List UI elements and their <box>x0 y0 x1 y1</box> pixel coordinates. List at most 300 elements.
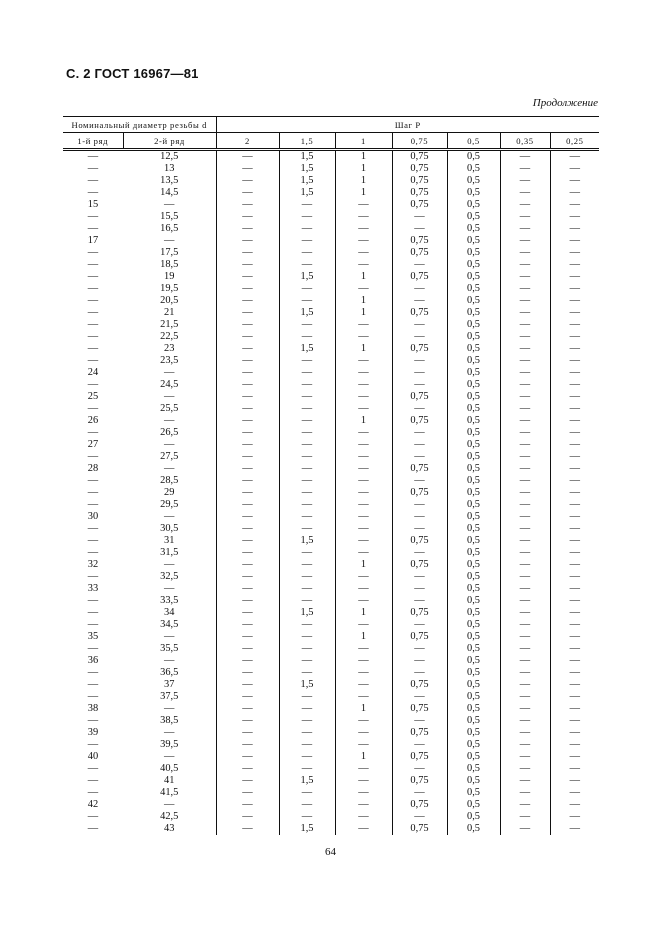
table-cell: — <box>392 355 447 367</box>
table-cell: — <box>216 451 279 463</box>
table-cell: — <box>550 223 599 235</box>
table-cell: — <box>335 247 392 259</box>
table-cell: — <box>550 619 599 631</box>
table-cell: 32 <box>87 559 99 570</box>
table-row <box>63 307 599 319</box>
table-cell: 28 <box>87 463 99 474</box>
table-cell: — <box>87 163 99 174</box>
table-cell: — <box>500 331 550 343</box>
table-cell: — <box>500 391 550 403</box>
table-cell: — <box>550 775 599 787</box>
table-cell: — <box>500 607 550 619</box>
table-cell: 24,5 <box>160 379 179 390</box>
table-cell: — <box>550 763 599 775</box>
table-cell: — <box>500 535 550 547</box>
table-row <box>63 619 599 631</box>
table-cell: — <box>500 487 550 499</box>
table-cell: 0,5 <box>447 643 500 655</box>
table-row <box>63 463 599 475</box>
table-cell: — <box>216 487 279 499</box>
table-cell: 17,5 <box>160 247 179 258</box>
table-cell: — <box>550 163 599 175</box>
table-cell: 1 <box>335 295 392 307</box>
table-cell: — <box>164 703 175 714</box>
table-cell: — <box>279 547 335 559</box>
table-cell: — <box>164 727 175 738</box>
column-header: 0,35 <box>500 133 550 150</box>
table-cell: 29 <box>164 487 175 498</box>
table-cell: — <box>216 379 279 391</box>
table-cell: — <box>500 523 550 535</box>
table-cell: — <box>279 295 335 307</box>
table-cell: — <box>87 547 99 558</box>
table-row <box>63 391 599 403</box>
table-cell: — <box>335 523 392 535</box>
table-cell: — <box>216 415 279 427</box>
table-cell: — <box>500 427 550 439</box>
table-cell: — <box>550 607 599 619</box>
table-row <box>63 247 599 259</box>
table-cell: — <box>87 283 99 294</box>
table-row <box>63 787 599 799</box>
table-cell: — <box>550 331 599 343</box>
table-cell: — <box>550 583 599 595</box>
table-cell: 0,5 <box>447 691 500 703</box>
table-cell: 0,5 <box>447 259 500 271</box>
table-cell: — <box>550 403 599 415</box>
table-row <box>63 595 599 607</box>
table-cell: 0,5 <box>447 571 500 583</box>
table-cell: 0,5 <box>447 619 500 631</box>
table-cell: — <box>216 475 279 487</box>
table-cell: — <box>550 319 599 331</box>
table-cell: 38 <box>87 703 99 714</box>
diameter-group-header: Номинальный диаметр резьбы d <box>63 117 216 133</box>
table-cell: — <box>216 223 279 235</box>
table-cell: — <box>335 463 392 475</box>
table-cell: — <box>87 679 99 690</box>
table-cell: 0,5 <box>447 739 500 751</box>
table-cell: — <box>335 391 392 403</box>
table-cell: — <box>335 355 392 367</box>
table-cell: — <box>392 655 447 667</box>
table-cell: 42 <box>87 799 99 810</box>
table-cell: — <box>550 715 599 727</box>
table-cell: 38,5 <box>160 715 179 726</box>
table-cell: 0,5 <box>447 511 500 523</box>
table-cell: — <box>335 763 392 775</box>
table-cell: — <box>550 595 599 607</box>
table-cell: 24 <box>87 367 99 378</box>
table-cell: 0,5 <box>447 343 500 355</box>
table-cell: 1,5 <box>279 307 335 319</box>
table-cell: — <box>279 703 335 715</box>
table-cell: 0,5 <box>447 535 500 547</box>
table-cell: — <box>87 823 99 834</box>
table-cell: — <box>550 523 599 535</box>
table-cell: 15 <box>87 199 99 210</box>
table-cell: — <box>216 679 279 691</box>
table-cell: 0,5 <box>447 487 500 499</box>
table-cell: — <box>500 643 550 655</box>
table-cell: — <box>87 331 99 342</box>
table-cell: 37,5 <box>160 691 179 702</box>
table-cell: 20,5 <box>160 295 179 306</box>
table-cell: — <box>279 571 335 583</box>
table-row <box>63 331 599 343</box>
table-cell: — <box>500 799 550 811</box>
table-row <box>63 727 599 739</box>
table-cell: 33,5 <box>160 595 179 606</box>
table-cell: 1,5 <box>279 175 335 187</box>
table-cell: — <box>216 715 279 727</box>
table-cell: — <box>279 487 335 499</box>
table-row <box>63 547 599 559</box>
column-header: 0,25 <box>550 133 599 150</box>
table-cell: — <box>392 211 447 223</box>
table-cell: — <box>164 391 175 402</box>
table-cell: 0,75 <box>392 163 447 175</box>
table-cell: — <box>279 631 335 643</box>
table-cell: — <box>216 499 279 511</box>
table-cell: — <box>279 451 335 463</box>
table-cell: — <box>216 655 279 667</box>
table-cell: 0,5 <box>447 715 500 727</box>
table-cell: 0,75 <box>392 631 447 643</box>
table-cell: — <box>216 619 279 631</box>
table-cell: — <box>216 823 279 835</box>
table-cell: — <box>216 571 279 583</box>
table-cell: 0,5 <box>447 367 500 379</box>
table-cell: — <box>500 739 550 751</box>
table-cell: — <box>550 247 599 259</box>
table-row <box>63 271 599 283</box>
table-cell: — <box>392 403 447 415</box>
table-cell: 0,75 <box>392 175 447 187</box>
table-cell: — <box>550 739 599 751</box>
table-cell: — <box>550 439 599 451</box>
table-cell: — <box>550 499 599 511</box>
table-cell: — <box>392 715 447 727</box>
table-cell: — <box>164 751 175 762</box>
table-cell: — <box>279 259 335 271</box>
table-cell: — <box>87 619 99 630</box>
table-cell: 1 <box>335 559 392 571</box>
table-row <box>63 403 599 415</box>
table-cell: 1,5 <box>279 823 335 835</box>
table-cell: 30 <box>87 511 99 522</box>
table-cell: — <box>335 331 392 343</box>
table-cell: 15,5 <box>160 211 179 222</box>
table-cell: — <box>550 691 599 703</box>
table-cell: — <box>216 343 279 355</box>
table-cell: — <box>335 235 392 247</box>
table-cell: 1,5 <box>279 150 335 164</box>
table-cell: — <box>216 391 279 403</box>
table-cell: — <box>500 715 550 727</box>
continuation-label: Продолжение <box>532 97 598 109</box>
table-cell: — <box>87 223 99 234</box>
table-cell: — <box>87 319 99 330</box>
table-cell: 1,5 <box>279 535 335 547</box>
table-row <box>63 823 599 835</box>
table-cell: — <box>216 283 279 295</box>
table-row <box>63 451 599 463</box>
table-cell: — <box>279 235 335 247</box>
table-row <box>63 211 599 223</box>
table-cell: — <box>216 667 279 679</box>
table-cell: — <box>335 655 392 667</box>
table-cell: — <box>279 463 335 475</box>
table-cell: 21,5 <box>160 319 179 330</box>
table-cell: — <box>335 547 392 559</box>
table-cell: — <box>550 367 599 379</box>
table-cell: — <box>279 223 335 235</box>
table-cell: — <box>500 223 550 235</box>
table-cell: — <box>550 235 599 247</box>
table-cell: — <box>500 343 550 355</box>
table-cell: 13,5 <box>160 175 179 186</box>
table-cell: 0,5 <box>447 547 500 559</box>
table-cell: — <box>335 595 392 607</box>
table-cell: — <box>216 271 279 283</box>
table-cell: 26,5 <box>160 427 179 438</box>
table-row <box>63 679 599 691</box>
table-cell: — <box>550 343 599 355</box>
table-cell: 0,5 <box>447 150 500 164</box>
table-cell: — <box>500 175 550 187</box>
table-cell: 0,5 <box>447 415 500 427</box>
table-cell: — <box>392 295 447 307</box>
page-number: 64 <box>325 846 336 858</box>
table-cell: — <box>164 439 175 450</box>
table-cell: — <box>279 211 335 223</box>
table-row <box>63 439 599 451</box>
table-cell: 0,5 <box>447 199 500 211</box>
table-cell: — <box>500 235 550 247</box>
table-cell: — <box>500 463 550 475</box>
table-cell: — <box>550 175 599 187</box>
table-cell: 0,5 <box>447 175 500 187</box>
table-cell: — <box>216 427 279 439</box>
table-cell: 1 <box>335 607 392 619</box>
table-cell: 1 <box>335 187 392 199</box>
table-cell: — <box>550 559 599 571</box>
table-cell: — <box>164 367 175 378</box>
table-cell: — <box>550 703 599 715</box>
table-cell: — <box>335 403 392 415</box>
table-cell: — <box>279 811 335 823</box>
table-row <box>63 775 599 787</box>
table-cell: — <box>87 355 99 366</box>
table-cell: — <box>279 739 335 751</box>
table-cell: — <box>500 439 550 451</box>
table-cell: 0,5 <box>447 331 500 343</box>
table-row <box>63 559 599 571</box>
table-cell: — <box>500 187 550 199</box>
table-cell: — <box>335 679 392 691</box>
table-cell: 39,5 <box>160 739 179 750</box>
table-cell: 0,75 <box>392 150 447 164</box>
table-cell: — <box>216 175 279 187</box>
table-cell: — <box>279 799 335 811</box>
table-cell: — <box>87 787 99 798</box>
table-cell: — <box>550 547 599 559</box>
table-cell: 0,5 <box>447 451 500 463</box>
table-cell: — <box>550 787 599 799</box>
table-row <box>63 295 599 307</box>
table-row <box>63 355 599 367</box>
table-cell: — <box>335 319 392 331</box>
table-cell: — <box>550 751 599 763</box>
table-cell: — <box>279 691 335 703</box>
table-cell: — <box>500 475 550 487</box>
table-cell: — <box>216 295 279 307</box>
table-cell: — <box>87 487 99 498</box>
table-cell: — <box>335 499 392 511</box>
table-cell: 0,5 <box>447 727 500 739</box>
table-cell: — <box>550 631 599 643</box>
table-cell: 0,5 <box>447 283 500 295</box>
table-cell: 35,5 <box>160 643 179 654</box>
table-cell: 1 <box>335 175 392 187</box>
table-cell: — <box>392 547 447 559</box>
table-cell: — <box>335 223 392 235</box>
table-cell: 0,75 <box>392 391 447 403</box>
table-cell: — <box>87 295 99 306</box>
table-cell: 0,75 <box>392 679 447 691</box>
table-cell: 27,5 <box>160 451 179 462</box>
table-cell: 0,5 <box>447 787 500 799</box>
table-row <box>63 535 599 547</box>
table-cell: — <box>392 571 447 583</box>
table-cell: — <box>335 367 392 379</box>
table-row <box>63 511 599 523</box>
table-cell: — <box>550 511 599 523</box>
table-cell: — <box>392 511 447 523</box>
table-cell: — <box>216 787 279 799</box>
table-cell: 0,5 <box>447 763 500 775</box>
table-cell: — <box>216 331 279 343</box>
table-cell: — <box>335 739 392 751</box>
table-cell: — <box>392 667 447 679</box>
table-cell: 19 <box>164 271 175 282</box>
table-cell: — <box>216 691 279 703</box>
table-cell: — <box>500 547 550 559</box>
table-cell: — <box>392 643 447 655</box>
table-cell: — <box>279 583 335 595</box>
table-cell: 41,5 <box>160 787 179 798</box>
table-cell: — <box>500 163 550 175</box>
table-row <box>63 811 599 823</box>
table-cell: — <box>392 319 447 331</box>
table-cell: — <box>87 403 99 414</box>
table-cell: — <box>216 583 279 595</box>
table-cell: 0,5 <box>447 271 500 283</box>
table-row <box>63 487 599 499</box>
table-row <box>63 667 599 679</box>
table-cell: — <box>392 811 447 823</box>
table-cell: — <box>392 619 447 631</box>
table-cell: 0,75 <box>392 307 447 319</box>
table-cell: — <box>550 391 599 403</box>
table-cell: 0,5 <box>447 631 500 643</box>
table-cell: — <box>500 703 550 715</box>
table-cell: — <box>87 523 99 534</box>
table-row <box>63 367 599 379</box>
table-cell: — <box>500 367 550 379</box>
table-cell: 1 <box>335 163 392 175</box>
table-cell: 1 <box>335 271 392 283</box>
table-cell: — <box>279 727 335 739</box>
table-cell: — <box>550 427 599 439</box>
table-cell: — <box>392 739 447 751</box>
table-cell: — <box>550 415 599 427</box>
table-row <box>63 607 599 619</box>
table-cell: 23,5 <box>160 355 179 366</box>
table-cell: — <box>500 571 550 583</box>
table-cell: 0,5 <box>447 307 500 319</box>
table-cell: — <box>500 403 550 415</box>
table-cell: 28,5 <box>160 475 179 486</box>
table-cell: 0,75 <box>392 559 447 571</box>
table-cell: — <box>500 511 550 523</box>
table-cell: — <box>500 727 550 739</box>
column-header: 0,5 <box>447 133 500 150</box>
table-cell: — <box>335 715 392 727</box>
table-cell: — <box>87 811 99 822</box>
table-cell: — <box>500 451 550 463</box>
table-cell: — <box>392 763 447 775</box>
table-cell: — <box>335 823 392 835</box>
table-cell: 0,5 <box>447 391 500 403</box>
table-row <box>63 499 599 511</box>
table-cell: 37 <box>164 679 175 690</box>
table-cell: 25 <box>87 391 99 402</box>
table-cell: 0,5 <box>447 223 500 235</box>
table-row <box>63 763 599 775</box>
table-cell: — <box>392 787 447 799</box>
table-row <box>63 259 599 271</box>
table-row <box>63 523 599 535</box>
table-cell: 33 <box>87 583 99 594</box>
table-cell: — <box>216 247 279 259</box>
table-row <box>63 150 599 164</box>
table-cell: — <box>164 631 175 642</box>
table-cell: — <box>335 511 392 523</box>
table-cell: 41 <box>164 775 175 786</box>
table-cell: — <box>216 367 279 379</box>
table-cell: — <box>550 199 599 211</box>
table-cell: — <box>550 667 599 679</box>
table-cell: — <box>216 535 279 547</box>
table-cell: — <box>216 150 279 164</box>
table-cell: — <box>87 379 99 390</box>
table-cell: — <box>87 739 99 750</box>
table-cell: — <box>87 607 99 618</box>
table-cell: — <box>279 403 335 415</box>
table-cell: 0,5 <box>447 523 500 535</box>
table-cell: 1,5 <box>279 163 335 175</box>
table-cell: — <box>392 475 447 487</box>
table-row <box>63 643 599 655</box>
table-cell: 12,5 <box>160 151 179 162</box>
table-cell: — <box>87 691 99 702</box>
table-cell: — <box>335 211 392 223</box>
table-cell: — <box>500 379 550 391</box>
table-cell: 0,5 <box>447 823 500 835</box>
column-header: 2 <box>216 133 279 150</box>
